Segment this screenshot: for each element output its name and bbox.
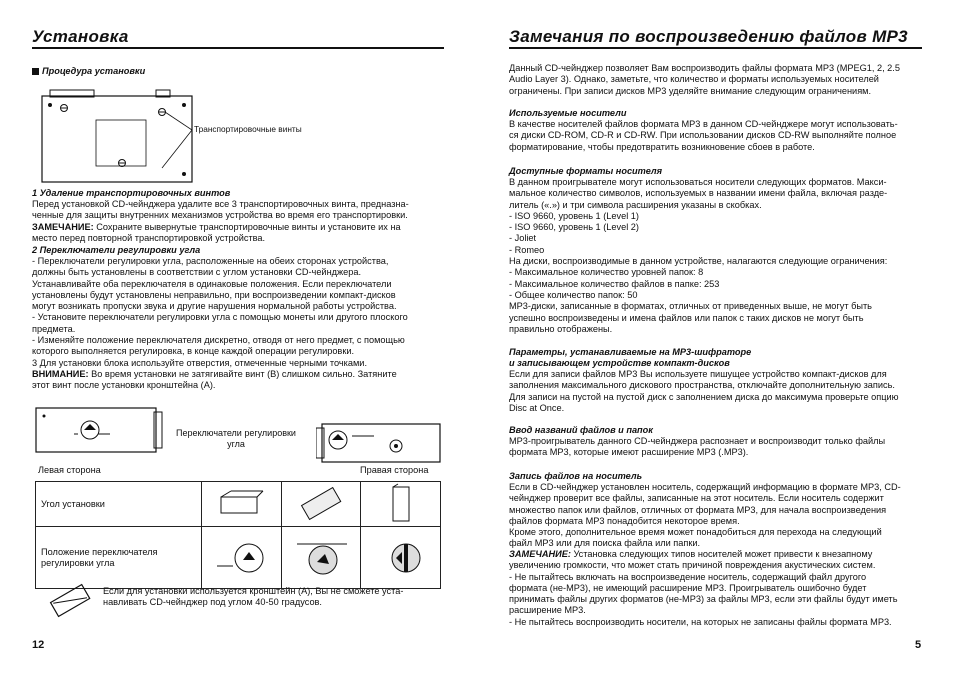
table-row bbox=[36, 482, 441, 527]
switch-position-1-icon bbox=[207, 532, 277, 582]
right-title-rule bbox=[509, 47, 922, 49]
switch-label: Переключатели регулировки угла bbox=[176, 428, 296, 449]
names-heading: Ввод названий файлов и папок bbox=[509, 425, 653, 435]
intro-text: Данный CD-чейнджер позволяет Вам воспроизводить файлы формата MP3 (MPEG1, 2, 2.5 Audio Layer 3). Однако, заметьте, что количество и форматы используемых носителей ограничены. При записи дисков MP3 уделяйте внимание следующим ограничениям. bbox=[509, 63, 900, 96]
angle-30-cell bbox=[281, 482, 361, 527]
step1-heading: 1 Удаление транспортировочных винтов bbox=[32, 188, 231, 198]
row1-label: Угол установки bbox=[36, 482, 202, 527]
step2-heading: 2 Переключатели регулировки угла bbox=[32, 245, 201, 255]
note-text: Установка следующих типов носителей может привести к внезапному увеличению громкости, что может стать причиной повреждения акустических систем. - Не пытайтесь включать на воспроизведение носитель, содержащий файл другого формата (не-MP3), не имеющий расширение MP3. Проигрыватель ошибочно будет принимать файлы других форматов (не-MP3) за файлы MP3, если эти файлы будут иметь расширение MP3. - Не пытайтесь воспроизводить носители, на которых не записаны файлы формата MP3. bbox=[509, 549, 898, 627]
right-side-view-diagram bbox=[316, 420, 444, 466]
right-side-label: Правая сторона bbox=[360, 465, 429, 475]
mp3-note bbox=[509, 549, 922, 628]
switch-pos-2-cell bbox=[281, 527, 361, 589]
angle-0-icon bbox=[207, 483, 277, 523]
step2-text: - Переключатели регулировки угла, расположенные на обеих сторонах устройства, должны быть установлены в соответствии с углом установки CD-чейнджера. Устанавливайте оба переключателя в одинаковые положения. Если переключатели установлены будут установлены неправильно, при воспроизведении компакт-дисков могут возникать пропуски звука и другие нарушения нормальной работы устройства. - Установите переключатели регулировки угла с помощью монеты или другого плоского предмета. - Изменяйте положение переключателя дискретно, отводя от него предмет, с помощью которого выполняется регулировка, в конце каждой операции регулировки. 3 Для установки блока используйте отверстия, отмеченные черными точками. bbox=[32, 256, 408, 368]
note1-label: ЗАМЕЧАНИЕ: bbox=[32, 222, 94, 232]
media-text: В качестве носителей файлов формата MP3 в данном CD-чейнджере могут использовать- ся диски CD-ROM, CD-R и CD-RW. При использовании дисков CD-RW выполняйте полное форматирование, чтобы предотвратить возникновение сбоев в работе. bbox=[509, 119, 898, 152]
left-side-view-diagram bbox=[34, 404, 166, 456]
warning-text: Во время установки не затягивайте винт (B) слишком сильно. Затяните этот винт после установки кронштейна (A). bbox=[32, 369, 397, 391]
step1-text: Перед установкой CD-чейнджера удалите все 3 транспортировочных винта, предназна- ченные для защиты внутренних механизмов устройства во время его транспортировки. bbox=[32, 199, 409, 221]
bracket-note: Если для установки используется кронштейн (A), Вы не сможете уста- навливать CD-чейнджер под углом 40-50 градусов. bbox=[103, 586, 404, 608]
write-heading: Запись файлов на носитель bbox=[509, 471, 643, 481]
warning bbox=[32, 369, 444, 392]
row2-label: Положение переключателя регулировки угла bbox=[36, 527, 202, 589]
switch-position-2-icon bbox=[287, 532, 357, 582]
square-bullet-icon bbox=[32, 68, 39, 75]
note1 bbox=[32, 222, 444, 245]
left-page-number: 12 bbox=[32, 639, 45, 651]
switch-pos-1-cell bbox=[201, 527, 281, 589]
encoder-text: Если для записи файлов MP3 Вы используете пишущее устройство компакт-дисков для заполнения максимального дискового пространства, отключайте дополнительную запись. Для записи на пустой на пустой диск с заполнением диска до максимума проверьте опцию Disc at Once. bbox=[509, 369, 899, 413]
names-text: MP3-проигрыватель данного CD-чейнджера распознает и воспроизводит только файлы формата MP3, которые имеют расширение MP3 (.MP3). bbox=[509, 436, 886, 458]
encoder-heading: Параметры, устанавливаемые на MP3-шифраторе и записывающем устройстве компакт-дисков bbox=[509, 347, 752, 369]
right-page-number: 5 bbox=[915, 639, 922, 651]
angle-90-cell bbox=[361, 482, 441, 527]
left-side-label: Левая сторона bbox=[38, 465, 101, 475]
formats-text: В данном проигрывателе могут использоваться носители следующих форматов. Макси- мальное количество символов, используемых в названии имени файла, включая разде- литель («.») и три символа расширения указаны в скобках. - ISO 9660, уровень 1 (Level 1) - ISO 9660, уровень 1 (Level 2) - Joliet - Romeo На диски, воспроизводимые в данном устройстве, налагаются следующие ограничения: - Максимальное количество уровней папок: 8 - Максимальное количество файлов в папке: 253 - Общее количество папок: 50 MP3-диски, записанные в форматах, отличных от приведенных выше, не могут быть успешно воспроизведены и имена файлов или папок с таких дисков не могут быть правильно отображены. bbox=[509, 177, 888, 334]
formats-heading: Доступные форматы носителя bbox=[509, 166, 663, 176]
write-text: Если в CD-чейнджер установлен носитель, содержащий информацию в формате MP3, CD- чейнджер проверит все файлы, записанные на этот носитель. Если носитель содержит множество папок или файлов, отличных от формата MP3, для начала воспроизведения файлов формата MP3 понадобится некоторое время. Кроме этого, дополнительное время может понадобиться для перехода на следующий файл MP3 или для поиска файла или папки. bbox=[509, 482, 901, 549]
warning-label: ВНИМАНИЕ: bbox=[32, 369, 89, 379]
bracket-icon bbox=[46, 578, 96, 622]
section-heading: Процедура установки bbox=[42, 66, 146, 76]
pointer-lines bbox=[150, 96, 194, 176]
table-row bbox=[36, 527, 441, 589]
note-label: ЗАМЕЧАНИЕ: bbox=[509, 549, 571, 559]
angle-90-icon bbox=[366, 483, 436, 523]
screws-label: Транспортировочные винты bbox=[194, 124, 302, 134]
angle-30-icon bbox=[287, 483, 357, 523]
right-page-title: Замечания по воспроизведению файлов MP3 bbox=[509, 27, 908, 46]
angle-0-cell bbox=[201, 482, 281, 527]
note1-text: Сохраните вывернутые транспортировочные винты и установите их на место перед повторной транспортировкой устройства. bbox=[32, 222, 401, 244]
left-page-title: Установка bbox=[32, 27, 129, 46]
media-heading: Используемые носители bbox=[509, 108, 627, 118]
left-title-rule bbox=[32, 47, 444, 49]
switch-pos-3-cell bbox=[361, 527, 441, 589]
angle-table bbox=[35, 481, 441, 589]
switch-position-3-icon bbox=[366, 532, 436, 582]
